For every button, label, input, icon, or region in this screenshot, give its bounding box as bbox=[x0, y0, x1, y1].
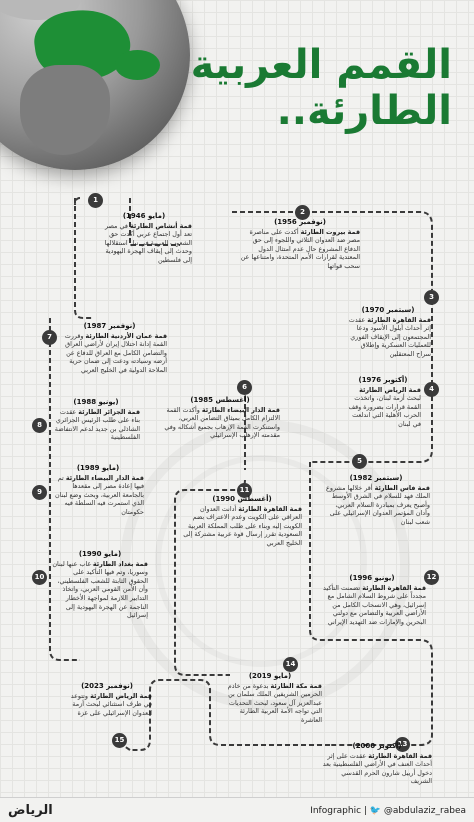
entry-date: (مايو 1990) bbox=[78, 550, 122, 558]
entry-heading: قمة الرياض الطارئة bbox=[90, 691, 152, 700]
entry-8 bbox=[52, 398, 140, 442]
marker-11: 11 bbox=[237, 483, 252, 498]
entry-body: عقدت على إثر أحداث العنف في الأراضي الفلسطينية بعد دخول أرييل شارون الحرم القدسي الشريف bbox=[322, 751, 432, 786]
entry-date: (نوفمبر 1987) bbox=[83, 322, 136, 330]
entry-body: تضمنت التأكيد مجدداً على شروط السلام الشامل مع إسرائيل، وهي الانسحاب الكامل من الأراضي العربية والتضامن مع دولتي البحرين والإمارات ضد التهديد الإيراني bbox=[323, 583, 426, 626]
entry-7 bbox=[52, 322, 167, 375]
entry-heading: قمة بغداد الطارئة bbox=[92, 559, 148, 568]
marker-4: 4 bbox=[424, 382, 439, 397]
entry-date: (أكتوبر 2000) bbox=[352, 742, 402, 750]
entry-date: (نوفمبر 2023) bbox=[81, 682, 133, 690]
entry-5 bbox=[322, 474, 430, 527]
entry-2 bbox=[240, 218, 360, 271]
entry-body: غاب عنها لبنان وسوريا، وتم فيها التأكيد على الحقوق الثابتة للشعب الفلسطيني، وأن الأمن القومي العربي، واتخاذ التدابير اللازمة لمواجهة الأخطار الناجمة عن الهجرة اليهودية إلى إسرائيل bbox=[52, 559, 148, 620]
marker-8: 8 bbox=[32, 418, 47, 433]
entry-10 bbox=[52, 550, 148, 620]
entry-heading: قمة القاهرة الطارئة bbox=[367, 315, 431, 324]
entry-13 bbox=[322, 742, 432, 786]
newspaper-logo: الرياض bbox=[8, 803, 53, 818]
entry-14 bbox=[218, 672, 322, 725]
entry-4 bbox=[345, 376, 421, 429]
entry-body: عقدت بناء على طلب الرئيس الجزائري الشاذلي بن جديد لدعم الانتفاضة الفلسطينية bbox=[54, 407, 140, 442]
entry-15 bbox=[62, 682, 152, 717]
entry-date: (أغسطس 1990) bbox=[212, 495, 272, 503]
entry-date: (سبتمبر 1982) bbox=[349, 474, 403, 482]
entry-heading: قمة عمان الأردنية الطارئة bbox=[85, 331, 167, 340]
marker-14: 14 bbox=[283, 657, 298, 672]
title-line-2: الطارئة.. bbox=[276, 88, 452, 134]
entry-body: تم فيها إعادة مصر إلى مقعدها بالجامعة العربية، وبحث وضع لبنان الذي استمرت فيه السلطة فيه حكومتان bbox=[55, 473, 144, 516]
marker-13: 13 bbox=[395, 737, 410, 752]
marker-12: 12 bbox=[424, 570, 439, 585]
entry-body: وتتوعد في ظرف استثنائي لبحث أزمة العدوان الإسرائيلي على غزة bbox=[70, 691, 152, 717]
entry-date: (مايو 2019) bbox=[248, 672, 292, 680]
entry-12 bbox=[318, 574, 426, 627]
entry-heading: قمة الدار البيضاء الطارئة bbox=[201, 405, 280, 414]
marker-2: 2 bbox=[295, 205, 310, 220]
entry-3 bbox=[345, 306, 431, 359]
marker-3: 3 bbox=[424, 290, 439, 305]
entry-heading: قمة الدار البيضاء الطارئة bbox=[65, 473, 144, 482]
entry-heading: قمة بيروت الطارئة bbox=[300, 227, 360, 236]
marker-6: 6 bbox=[237, 380, 252, 395]
entry-heading: قمة الجزائر الطارئة bbox=[78, 407, 140, 416]
entry-date: (نوفمبر 1956) bbox=[274, 218, 326, 226]
entry-heading: قمة الرياض الطارئة bbox=[359, 385, 421, 394]
entry-heading: قمة القاهرة الطارئة bbox=[368, 751, 432, 760]
footer bbox=[0, 797, 474, 822]
entry-9 bbox=[52, 464, 144, 517]
entry-heading: قمة أنشاص الطارئة bbox=[129, 221, 192, 230]
entry-date: (أكتوبر 1976) bbox=[358, 376, 408, 384]
entry-body: أكدت على مناصرة مصر ضد العدوان الثلاثي واللجوء إلى حق الدفاع المشروع حال عدم امتثال الدول المعتدية لقرارات الأمم المتحدة، وامتناعها عن سحب قواتها bbox=[240, 227, 360, 270]
entry-date: (يونيو 1988) bbox=[73, 398, 119, 406]
entry-date: (يونيو 1996) bbox=[349, 574, 395, 582]
title-line-1: القمم العربية bbox=[190, 42, 452, 88]
entry-date: (مايو 1989) bbox=[76, 464, 120, 472]
entry-date: (مايو 1946) bbox=[122, 212, 166, 220]
credit: Infographic | 🐦 @abdulaziz_rabea bbox=[310, 806, 466, 816]
marker-1: 1 bbox=[88, 193, 103, 208]
entry-body: أقر خلالها مشروع الملك فهد للسلام في الشرق الأوسط وأصبح يعرف بمبادرة السلام العربي، وأدان المؤتمر العدوان الإسرائيلي على شعب لبنان bbox=[326, 483, 430, 526]
marker-5: 5 bbox=[352, 454, 367, 469]
entry-body: في مصر تعد أول اجتماع عربي أكدت حق الشعوب العربية في نيل استقلالها وحدث إلى إيقاف الهجرة اليهودية إلى فلسطين bbox=[104, 221, 192, 264]
marker-7: 7 bbox=[42, 330, 57, 345]
entry-11 bbox=[182, 495, 302, 548]
entry-body: بدعوة من خادم الحرمين الشريفين الملك سلمان بن عبدالعزيز آل سعود، لبحث التحديات التي تواجه الأمة العربية الطارئة العاشرة bbox=[227, 681, 322, 724]
entry-heading: قمة مكة الطارئة bbox=[270, 681, 322, 690]
marker-10: 10 bbox=[32, 570, 47, 585]
entry-date: (سبتمبر 1970) bbox=[361, 306, 415, 314]
entry-heading: قمة فاس الطارئة bbox=[374, 483, 430, 492]
credit-label: Infographic bbox=[310, 806, 362, 816]
entry-body: أدانت العدوان العراقي على الكويت وعدم الاعتراف بضم الكويت إليه وبناء على طلب المملكة العربية السعودية تقرر إرسال قوة عربية مشتركة إلى الخليج العربي bbox=[183, 504, 302, 547]
entry-date: (أغسطس 1985) bbox=[190, 396, 250, 404]
marker-9: 9 bbox=[32, 485, 47, 500]
entry-body: وأكدت القمة الالتزام الكامل بميثاق التضامن العربي، واستنكرت القمة الإرهاب بجميع أشكاله وفي مقدمته الإرهاب الإسرائيلي bbox=[164, 405, 280, 440]
entry-heading: قمة القاهرة الطارئة bbox=[238, 504, 302, 513]
twitter-icon: 🐦 bbox=[369, 806, 382, 816]
entry-body: عقدت إثر أحداث أيلول الأسود ودعا المجتمعون إلى الإيقاف الفوري للعمليات العسكرية وإطلاق سراح المعتقلين bbox=[348, 315, 431, 358]
entry-6 bbox=[160, 396, 280, 440]
entry-1 bbox=[96, 212, 192, 265]
marker-15: 15 bbox=[112, 733, 127, 748]
credit-handle[interactable]: @abdulaziz_rabea bbox=[383, 806, 466, 816]
entry-heading: قمة القاهرة الطارئة bbox=[362, 583, 426, 592]
entry-body: وقررت القمة إدانة احتلال إيران لأراضي العراق والتضامن الكامل مع العراق للدفاع عن أرضه وسيادته ودعت إلى ضمان حرية الملاحة الدولية في الخليج العربي bbox=[64, 331, 167, 374]
entry-body: لبحث أزمة لبنان، واتخذت القمة قرارات بضرورة وقف الحرب الأهلية التي اندلعت في لبنان bbox=[348, 394, 421, 428]
